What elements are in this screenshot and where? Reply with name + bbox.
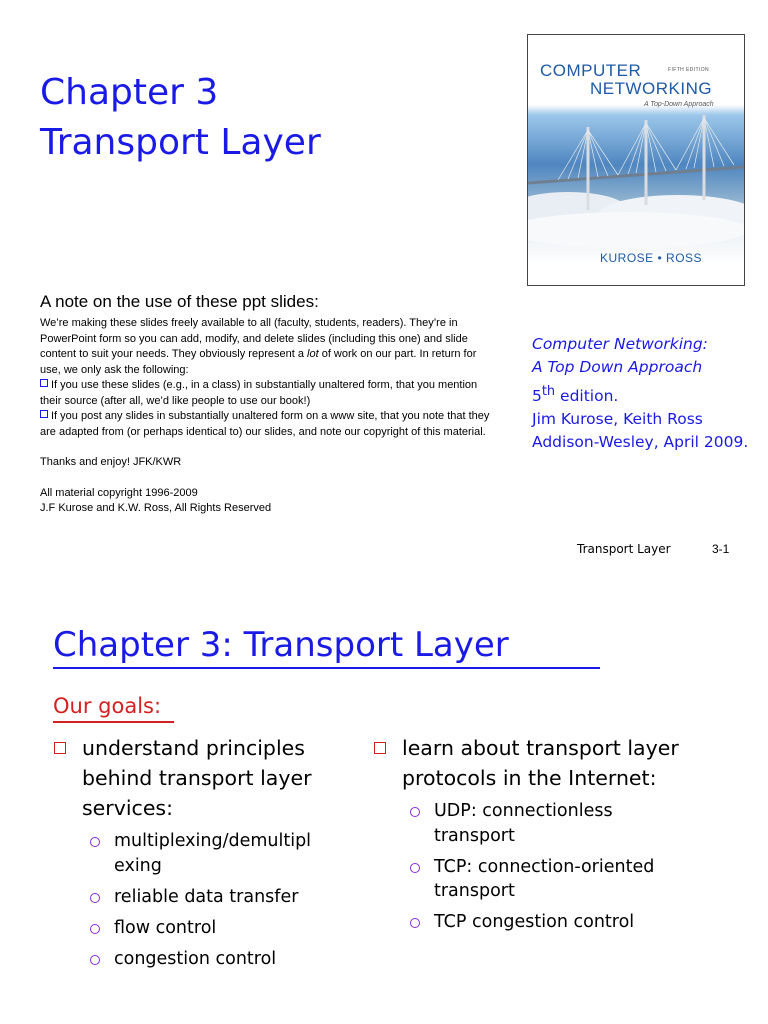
thanks-text: Thanks and enjoy! JFK/KWR	[40, 456, 182, 468]
circle-bullet-icon	[90, 893, 100, 903]
title-underline	[53, 667, 600, 669]
circle-bullet-icon	[90, 837, 100, 847]
left-column	[52, 733, 352, 978]
circle-bullet-icon	[410, 918, 420, 928]
list-item: TCP congestion control	[372, 910, 692, 935]
list-item: TCP: connection-oriented transport	[372, 855, 692, 904]
slide-2	[0, 578, 768, 1024]
goals-underline	[53, 721, 174, 723]
square-bullet-icon	[54, 742, 66, 754]
book-citation	[532, 333, 762, 455]
note-bullet-2: If you post any slides in substantially unaltered form on a www site, that you note that they are adapted from (or perhaps identical to) our slides, and note our copyright of this material.	[40, 410, 490, 438]
title-line-1: Chapter 3	[40, 72, 219, 113]
circle-bullet-icon	[90, 924, 100, 934]
slide-2-title: Chapter 3: Transport Layer	[53, 625, 509, 665]
citation-title-1: Computer Networking:	[532, 335, 708, 353]
sub-bullet-list	[372, 799, 692, 935]
circle-bullet-icon	[410, 863, 420, 873]
citation-title-2: A Top Down Approach	[532, 358, 703, 377]
citation-publisher: Addison-Wesley, April 2009.	[532, 433, 749, 452]
list-item: reliable data transfer	[52, 885, 352, 910]
checkbox-bullet-icon	[40, 410, 48, 418]
book-subtitle: A Top-Down Approach	[644, 101, 714, 108]
note-bullet-1: If you use these slides (e.g., in a class) in substantially unaltered form, that you mention their source (after all, we’d like people to use our book!)	[40, 379, 478, 407]
circle-bullet-icon	[90, 955, 100, 965]
note-body	[40, 316, 490, 517]
list-item: congestion control	[52, 947, 352, 972]
book-authors: KUROSE • ROSS	[600, 251, 703, 265]
list-item: UDP: connectionless transport	[372, 799, 692, 848]
goals-heading: Our goals:	[53, 694, 162, 718]
note-heading: A note on the use of these ppt slides:	[40, 292, 319, 311]
main-bullet: understand principles behind transport layer services:	[52, 733, 352, 823]
slide-number: 3-1	[712, 542, 730, 556]
slide-footer-label: Transport Layer	[577, 542, 671, 556]
copyright-line-1: All material copyright 1996-2009	[40, 486, 198, 499]
list-item: multiplexing/demultipl exing	[52, 829, 352, 878]
main-bullet: learn about transport layer protocols in the Internet:	[372, 733, 692, 793]
sub-bullet-list	[52, 829, 352, 971]
book-cover-image	[527, 34, 745, 286]
right-column	[372, 733, 692, 941]
book-title-1: COMPUTER	[540, 61, 642, 80]
slide-1-title	[40, 68, 321, 168]
citation-authors: Jim Kurose, Keith Ross	[532, 410, 703, 429]
citation-edition: 5th edition.	[532, 383, 619, 405]
note-paragraph: We’re making these slides freely available to all (faculty, students, readers). They’re in PowerPoint form so you can add, modify, and delete slides (including this one) and slide content to suit your needs. They obviously represent a lot of work on our part. In return for use, we only ask the following:	[40, 317, 477, 376]
title-line-2: Transport Layer	[40, 122, 321, 163]
square-bullet-icon	[374, 742, 386, 754]
book-title-2: NETWORKING	[590, 79, 713, 98]
circle-bullet-icon	[410, 807, 420, 817]
checkbox-bullet-icon	[40, 379, 48, 387]
list-item: flow control	[52, 916, 352, 941]
copyright-line-2: J.F Kurose and K.W. Ross, All Rights Reserved	[40, 502, 272, 514]
book-edition: FIFTH EDITION	[668, 67, 710, 73]
